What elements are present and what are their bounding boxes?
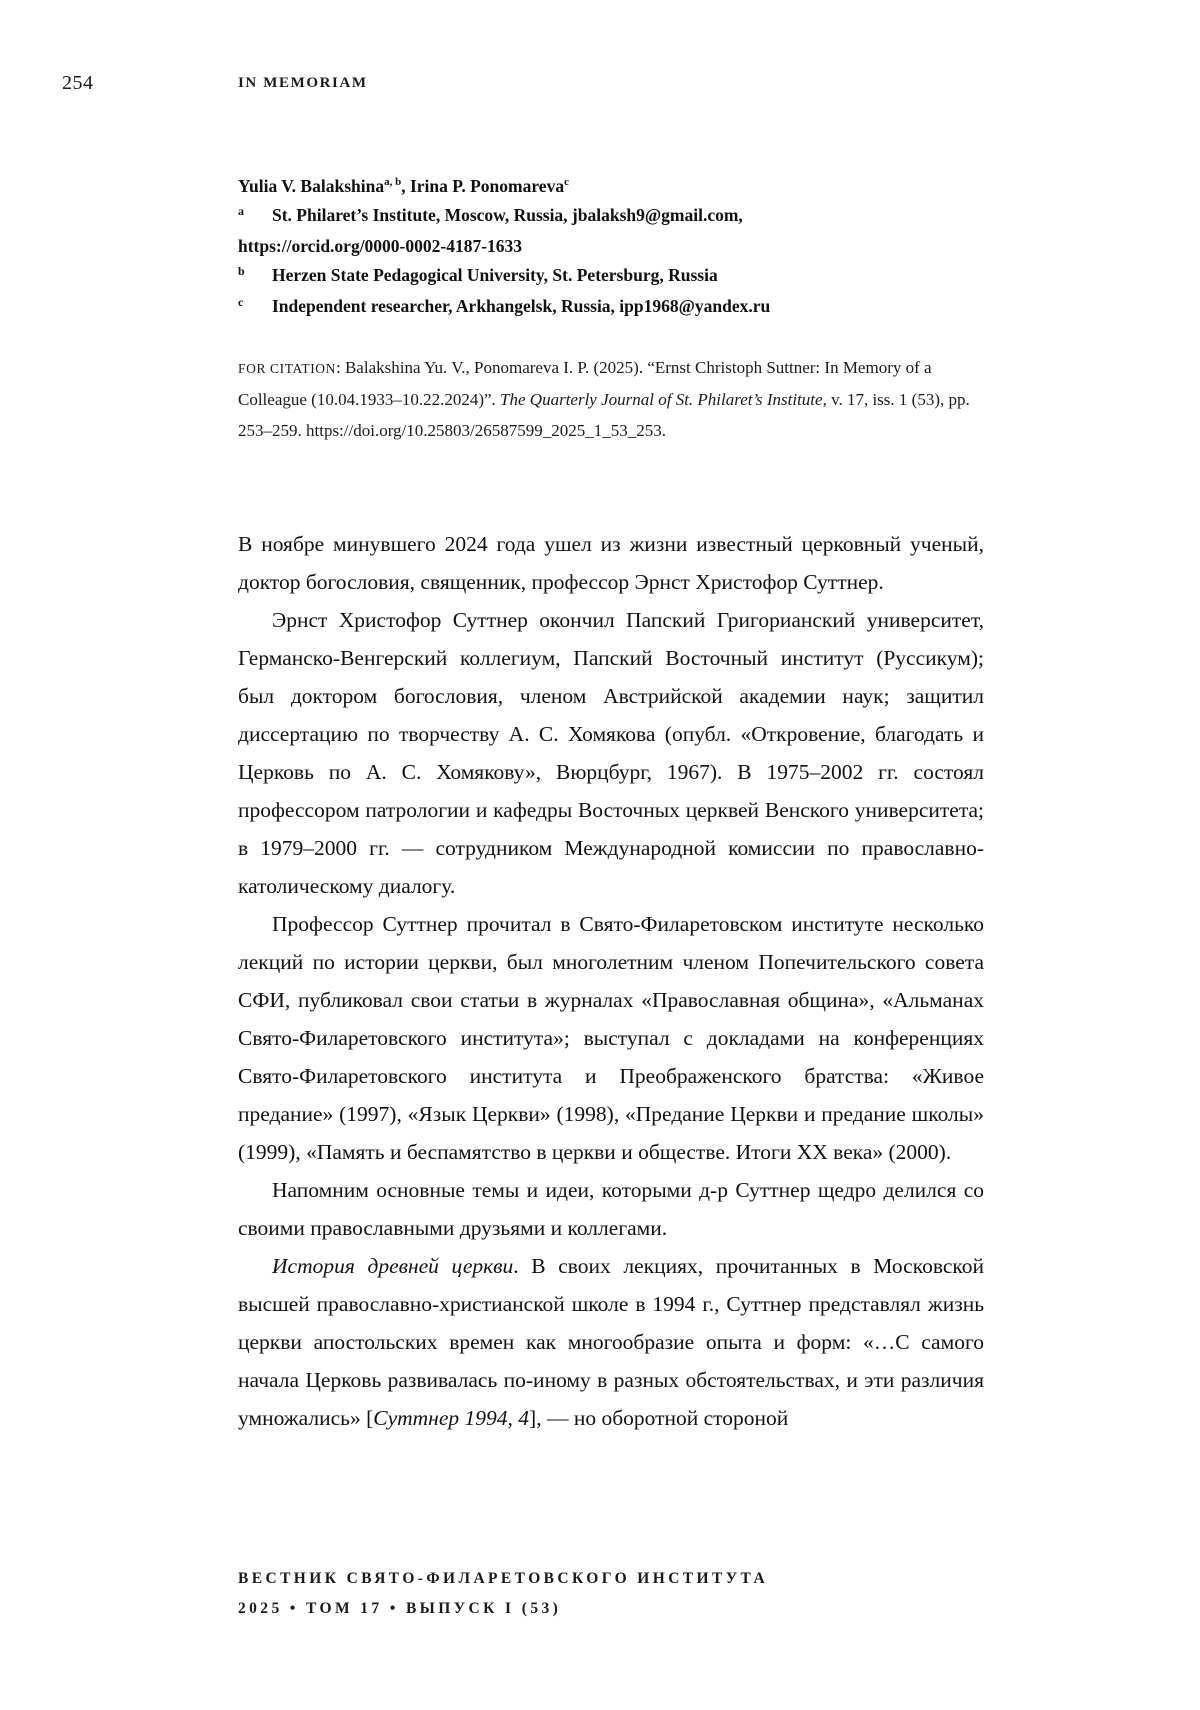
paragraph-2: Эрнст Христофор Суттнер окончил Папский Григорианский университет, Германско-Венгерский коллегиум, Папский Восточный институт (Руссикум); был доктором богословия, членом Австрийской академии наук; защитил диссертацию по творчеству А. С. Хомякова (опубл. «Откровение, благодать и Церковь по А. С. Хомякову», Вюрцбург, 1967). В 1975–2002 гг. состоял профессором патрологии и кафедры Восточных церквей Венского университета; в 1979–2000 гг. — сотрудником Международной комиссии по православно-католическому диалогу. <box>238 608 984 898</box>
authors-block <box>238 168 978 323</box>
affiliation-text-a: St. Philaret’s Institute, Moscow, Russia, jbalaksh9@gmail.com, <box>272 204 743 225</box>
for-citation-label: FOR CITATION <box>238 361 336 376</box>
paragraph-5-italic-lead: История древней церкви <box>272 1254 514 1278</box>
author-mark-primary: a, b <box>384 176 402 188</box>
paragraph-5 <box>238 1247 984 1437</box>
paragraph-5-end: ], — но оборотной стороной <box>529 1406 789 1430</box>
affiliation-mark-c: c <box>238 294 244 309</box>
affiliation-text-c: Independent researcher, Arkhangelsk, Russia, ipp1968@yandex.ru <box>272 295 771 316</box>
for-citation-text-before: : Balakshina Yu. V., Ponomareva I. P. (2025). “Ernst Christoph Suttner: In Memory of a Colleague (10.04.1933–10.22.2024)”. <box>238 358 932 409</box>
affiliation-b <box>238 261 978 292</box>
orcid-link[interactable]: https://orcid.org/0000-0002-4187-1633 <box>238 235 523 256</box>
page-footer <box>238 1570 998 1618</box>
affiliation-mark-a: a <box>238 203 244 218</box>
running-head-title: IN MEMORIAM <box>238 75 368 91</box>
for-citation-journal: The Quarterly Journal of St. Philaret’s Institute <box>500 390 823 409</box>
affiliation-c <box>238 292 978 323</box>
page-number: 254 <box>62 72 94 94</box>
footer-issue-info: 2025 • ТОМ 17 • ВЫПУСК I (53) <box>238 1600 562 1617</box>
paragraph-1: В ноябре минувшего 2024 года ушел из жизни известный церковный ученый, доктор богословия, священник, профессор Эрнст Христофор Суттнер. <box>238 532 984 594</box>
paragraph-3: Профессор Суттнер прочитал в Свято-Филаретовском институте несколько лекций по истории церкви, был многолетним членом Попечительского совета СФИ, публиковал свои статьи в журналах «Православная община», «Альманах Свято-Филаретовского института»; выступал с докладами на конференциях Свято-Филаретовского института и Преображенского братства: «Живое предание» (1997), «Язык Церкви» (1998), «Предание Церкви и предание школы» (1999), «Память и беспамятство в церкви и обществе. Итоги XX века» (2000). <box>238 912 984 1164</box>
affiliation-text-b: Herzen State Pedagogical University, St. Petersburg, Russia <box>272 264 718 285</box>
author-name-primary: Yulia V. Balakshina <box>238 175 385 196</box>
running-head <box>0 72 1200 98</box>
paragraph-4: Напомним основные темы и идеи, которыми д-р Суттнер щедро делился со своими православными друзьями и коллегами. <box>238 1178 984 1240</box>
for-citation-text-after: , v. 17, iss. 1 (53), pp. 253–259. https://doi.org/10.25803/26587599_2025_1_53_253. <box>238 390 970 440</box>
paragraph-5-reference: Суттнер 1994, 4 <box>373 1406 530 1430</box>
author-mark-secondary: c <box>564 176 569 188</box>
body-text <box>238 525 984 1437</box>
paragraph-5-mid: . В своих лекциях, прочитанных в Московской высшей православно-христианской школе в 1994 г., Суттнер представлял жизнь церкви апостольских времен как многообразие опыта и форм: «…С самого начала Церковь развивалась по-иному в разных обстоятельствах, и эти различия умножались» [ <box>238 1254 984 1430</box>
author-names <box>238 168 978 201</box>
affiliation-mark-b: b <box>238 263 245 278</box>
affiliation-a <box>238 201 978 232</box>
author-name-secondary: , Irina P. Ponomareva <box>401 175 565 196</box>
footer-journal-name: ВЕСТНИК СВЯТО-ФИЛАРЕТОВСКОГО ИНСТИТУТА <box>238 1570 769 1587</box>
for-citation-block <box>238 352 980 446</box>
